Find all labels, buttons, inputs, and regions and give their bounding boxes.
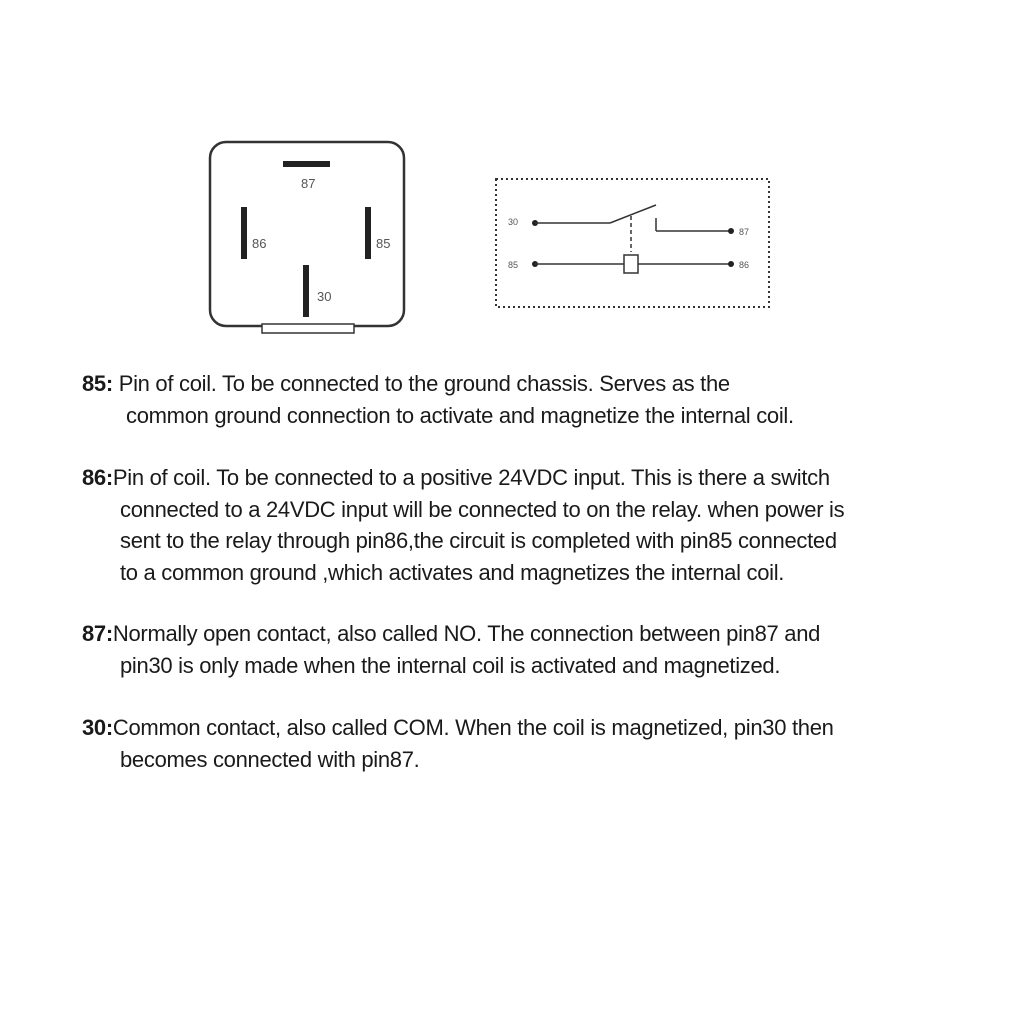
pin-87-description bbox=[82, 618, 962, 681]
pin-86-text-line-3: sent to the relay through pin86,the circuit is completed with pin85 connected bbox=[120, 528, 837, 553]
terminal-86-dot bbox=[728, 261, 734, 267]
schematic-border bbox=[496, 179, 769, 307]
diagram-area bbox=[0, 0, 1024, 360]
relay-tab bbox=[262, 324, 354, 333]
pin-85-terminal bbox=[365, 207, 371, 259]
pin-86-label: 86 bbox=[252, 236, 267, 251]
pin-30-text-line-1: Common contact, also called COM. When the coil is magnetized, pin30 then bbox=[112, 715, 834, 740]
pin-85-text-line-1: Pin of coil. To be connected to the ground chassis. Serves as the bbox=[112, 371, 730, 396]
schematic-87-label: 87 bbox=[739, 227, 750, 237]
pin-87-title: 87: bbox=[82, 621, 113, 646]
pin-87-terminal bbox=[283, 161, 330, 167]
pin-87-text-line-1: Normally open contact, also called NO. The connection between pin87 and bbox=[112, 621, 821, 646]
pin-86-description bbox=[82, 462, 962, 588]
pin-30-terminal bbox=[303, 265, 309, 317]
terminal-87-dot bbox=[728, 228, 734, 234]
pin-86-text-line-1: Pin of coil. To be connected to a positive 24VDC input. This is there a switch bbox=[112, 465, 830, 490]
schematic-86-label: 86 bbox=[739, 260, 750, 270]
pin-85-title: 85: bbox=[82, 371, 113, 396]
pin-87-text-line-2: pin30 is only made when the internal coil is activated and magnetized. bbox=[120, 652, 781, 678]
pin-85-text-line-2: common ground connection to activate and magnetize the internal coil. bbox=[126, 402, 794, 428]
schematic-85-label: 85 bbox=[508, 260, 519, 270]
schematic-30-label: 30 bbox=[508, 217, 519, 227]
pin-86-terminal bbox=[241, 207, 247, 259]
pin-85-label: 85 bbox=[376, 236, 391, 251]
pin-30-label: 30 bbox=[317, 289, 332, 304]
pin-86-text-line-2: connected to a 24VDC input will be connected to on the relay. when power is bbox=[120, 496, 845, 522]
pin-86-text-line-4: to a common ground ,which activates and magnetizes the internal coil. bbox=[120, 559, 785, 585]
pin-30-description bbox=[82, 712, 962, 775]
pin-30-title: 30: bbox=[82, 715, 113, 740]
pin-30-text-line-2: becomes connected with pin87. bbox=[120, 746, 420, 772]
pin-87-label: 87 bbox=[301, 176, 316, 191]
relay-schematic bbox=[496, 179, 769, 307]
coil bbox=[624, 255, 638, 273]
switch-blade bbox=[610, 205, 656, 223]
relay-pinout bbox=[210, 142, 404, 333]
pin-85-description bbox=[82, 368, 962, 431]
pin-86-title: 86: bbox=[82, 465, 113, 490]
